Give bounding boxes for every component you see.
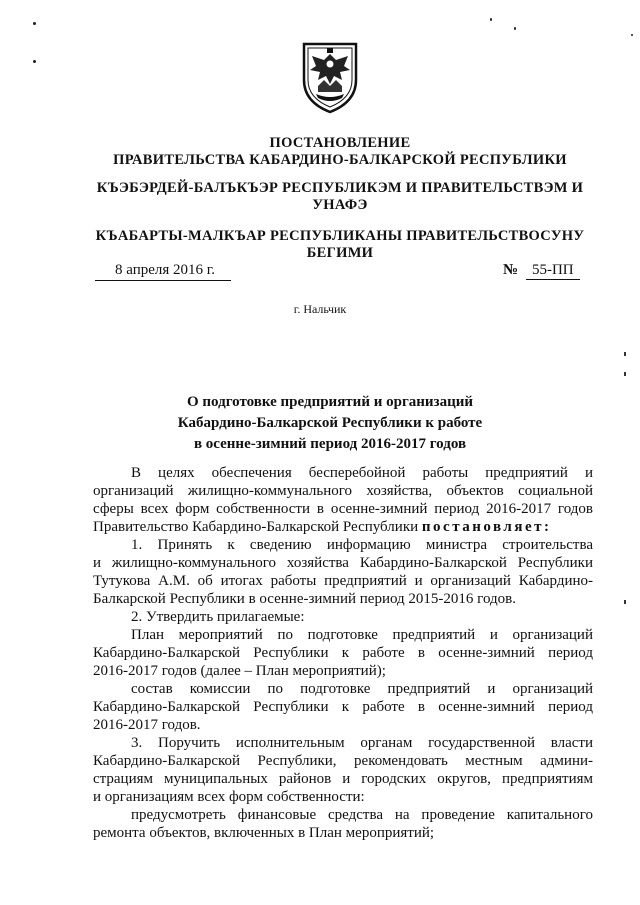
body-line: 2016-2017 годов.	[93, 717, 201, 733]
body-line: ремонта объектов, включенных в План мероприятий;	[93, 825, 435, 841]
scan-speck	[514, 27, 516, 30]
body-line: сферы всех форм собственности в осенне-зимний период 2016-2017 годов	[93, 501, 593, 517]
number-sign: №	[503, 262, 519, 278]
resolution-heading-ru	[80, 135, 600, 169]
coat-of-arms-emblem	[298, 40, 362, 114]
body-line: состав комиссии по подготовке предприятий и организаций	[131, 681, 593, 697]
body-line: предусмотреть финансовые средства на проведение капитального	[131, 807, 593, 823]
body-line: План мероприятий по подготовке предприятий и организаций	[131, 627, 593, 643]
issue-city: г. Нальчик	[293, 302, 347, 316]
body-line: 2016-2017 годов (далее – План мероприятий);	[93, 663, 386, 679]
resolution-heading-krc	[80, 228, 600, 262]
title-line: О подготовке предприятий и организаций	[187, 394, 473, 410]
body-line: страциям муниципальных районов и городских округов, предприятиям	[93, 771, 593, 787]
body-line: 1. Принять к сведению информацию министра строительства	[131, 537, 593, 553]
number-value: 55-ПП	[526, 262, 580, 280]
heading-krc-line1: КЪАБАРТЫ-МАЛКЪАР РЕСПУБЛИКАНЫ ПРАВИТЕЛЬСТВОСУНУ	[95, 228, 585, 244]
scan-speck	[490, 18, 492, 21]
scan-speck	[33, 22, 36, 25]
document-title	[90, 392, 570, 455]
document-body	[93, 464, 593, 842]
document-date: 8 апреля 2016 г.	[95, 262, 231, 281]
body-line: и организациям всех форм собственности:	[93, 789, 365, 805]
body-line: Кабардино-Балкарской Республики к работе в осенне-зимний период	[93, 699, 593, 715]
heading-kbd-line1: КЪЭБЭРДЕЙ-БАЛЪКЪЭР РЕСПУБЛИКЭМ И ПРАВИТЕЛЬСТВЭМ И	[96, 180, 584, 196]
body-line: Кабардино-Балкарской Республики, рекомендовать местным админи-	[93, 753, 593, 769]
body-line: организаций жилищно-коммунального хозяйства, объектов социальной	[93, 483, 593, 499]
heading-krc-line2: БЕГИМИ	[306, 245, 374, 261]
body-line: Тутукова А.М. об итогах работы предприятий и организаций Кабардино-	[93, 573, 593, 589]
resolves-word: постановляет:	[421, 519, 552, 535]
body-line: В целях обеспечения бесперебойной работы предприятий и	[131, 465, 593, 481]
body-text: Правительство Кабардино-Балкарской Республики	[93, 519, 419, 535]
heading-title: ПОСТАНОВЛЕНИЕ	[269, 135, 411, 151]
title-line: в осенне-зимний период 2016-2017 годов	[193, 436, 467, 452]
heading-kbd-line2: УНАФЭ	[312, 197, 368, 213]
body-line: Кабардино-Балкарской Республики к работе в осенне-зимний период	[93, 645, 593, 661]
body-line: 3. Поручить исполнительным органам государственной власти	[131, 735, 593, 751]
body-line: и жилищно-коммунального хозяйства Кабардино-Балкарской Республики	[93, 555, 593, 571]
body-line: Балкарской Республики в осенне-зимний период 2015-2016 годов.	[93, 591, 516, 607]
document-number	[503, 262, 580, 280]
title-line: Кабардино-Балкарской Республики к работе	[177, 415, 483, 431]
scan-speck	[33, 60, 36, 63]
body-line: 2. Утвердить прилагаемые:	[131, 609, 305, 625]
resolution-heading-kbd	[80, 180, 600, 214]
heading-government: ПРАВИТЕЛЬСТВА КАБАРДИНО-БАЛКАРСКОЙ РЕСПУБЛИКИ	[113, 152, 567, 168]
body-line	[93, 518, 593, 536]
scan-edge-mark	[624, 600, 626, 604]
scan-edge-mark	[624, 352, 626, 356]
scan-edge-mark	[624, 372, 626, 376]
scan-speck	[631, 34, 633, 36]
